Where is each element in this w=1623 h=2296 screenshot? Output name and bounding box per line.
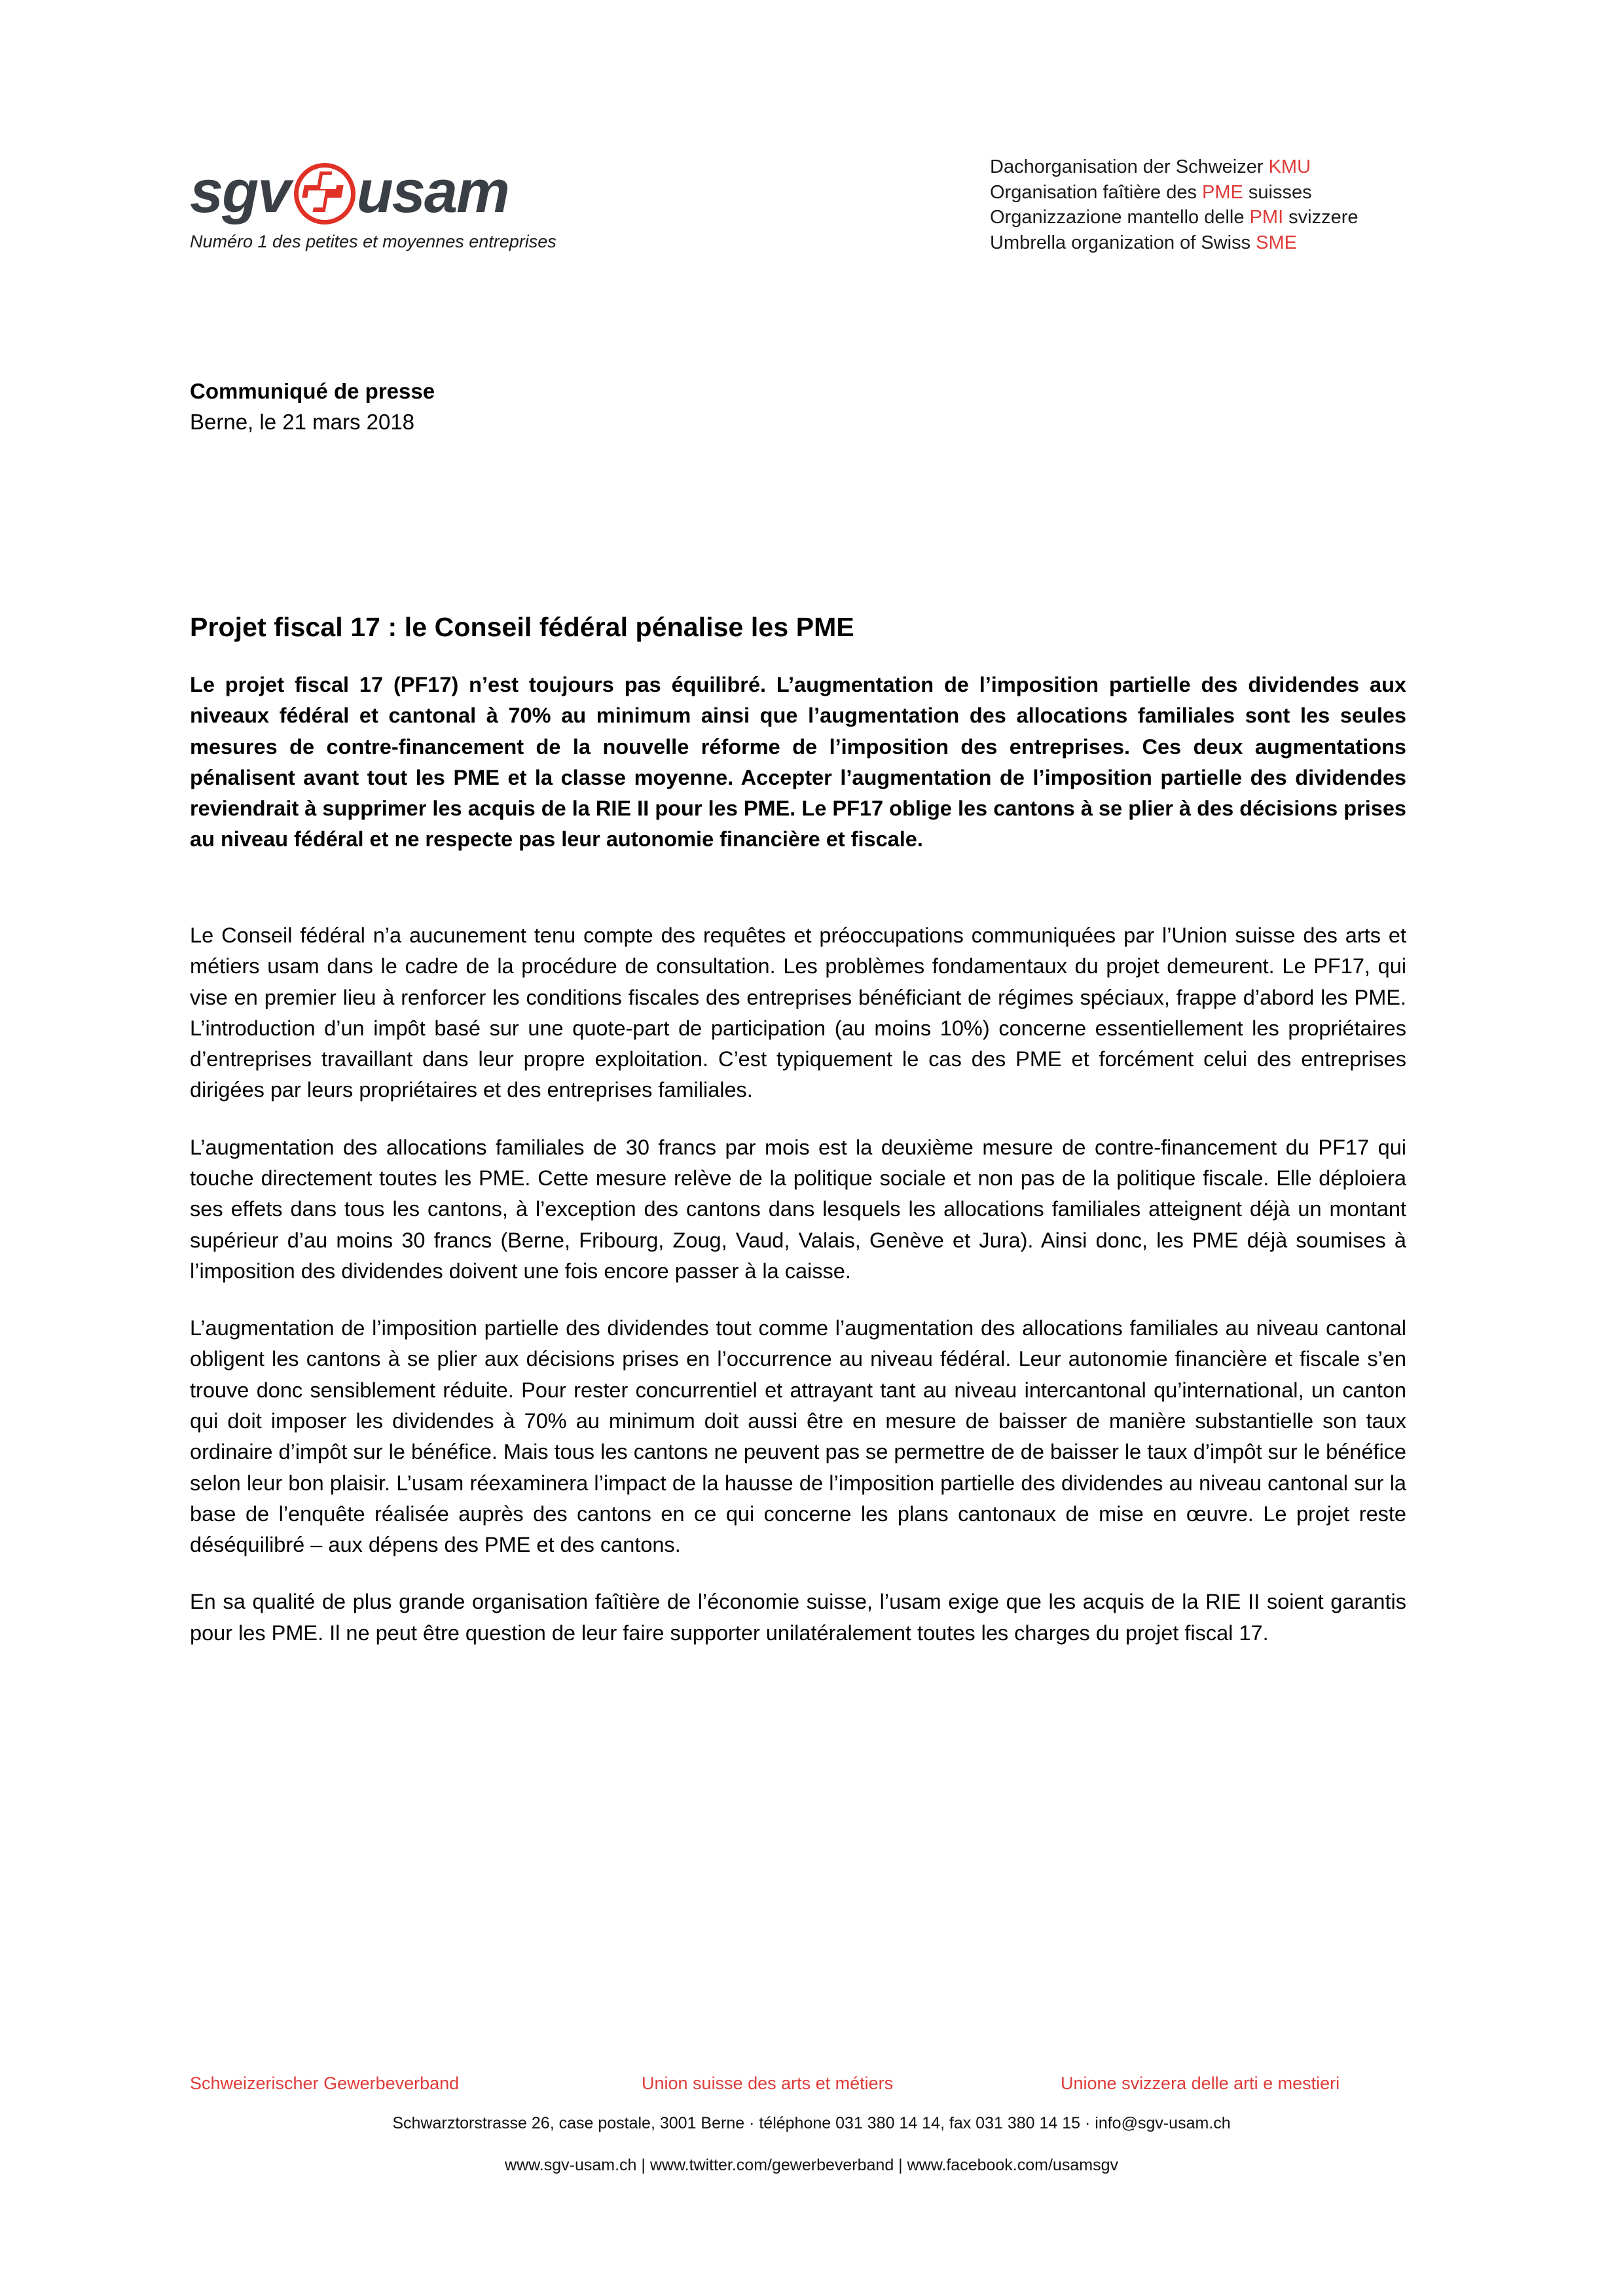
header-language-fr-accent: PME bbox=[1202, 181, 1243, 203]
release-kind: Communiqué de presse bbox=[190, 379, 435, 403]
footer-org-de: Schweizerischer Gewerbeverband bbox=[190, 2073, 460, 2093]
logo-wordmark-sgv: sgv bbox=[190, 158, 290, 225]
header-language-en-prefix: Umbrella organization of Swiss bbox=[990, 232, 1256, 253]
body-paragraph: L’augmentation de l’imposition partielle des dividendes tout comme l’augmentation des allocations familiales au niveau cantonal obligent les cantons à se plier aux décisions prises en l’occurrence au niveau fédéral. Leur autonomie financière et fiscale s’en trouve donc sensiblement réduite. Pour rester concurrentiel et attrayant tant au niveau intercantonal qu’international, un canton qui doit imposer les dividendes à 70% au minimum doit aussi être en mesure de baisser de manière substantielle son taux ordinaire d’impôt sur le bénéfice. Mais tous les cantons ne peuvent pas se permettre de de baisser le taux d’impôt sur le bénéfice selon leur bon plaisir. L’usam réexaminera l’impact de la hausse de l’imposition partielle des dividendes au niveau cantonal sur la base de l’enquête réalisée auprès des cantons en ce qui concerne les plans cantonaux de mise en œuvre. Le projet reste déséquilibré – aux dépens des PME et des cantons. bbox=[190, 1316, 1406, 1557]
header-language-de-prefix: Dachorganisation der Schweizer bbox=[990, 156, 1269, 177]
release-meta bbox=[190, 376, 435, 438]
sgv-usam-logo bbox=[190, 160, 609, 252]
logo-wordmark bbox=[190, 160, 609, 223]
header-language-en-accent: SME bbox=[1256, 232, 1298, 253]
emblem-notch-lower-left bbox=[305, 190, 325, 207]
footer-org-fr: Union suisse des arts et métiers bbox=[642, 2073, 894, 2093]
logo-wordmark-usam: usam bbox=[356, 158, 509, 225]
body-paragraph: En sa qualité de plus grande organisation faîtière de l’économie suisse, l’usam exige que les acquis de la RIE II soient garantis pour les PME. Il ne peut être question de leur faire supporter unilatéralement toutes les charges du projet fiscal 17. bbox=[190, 1590, 1406, 1645]
release-place-date: Berne, le 21 mars 2018 bbox=[190, 409, 415, 434]
header-language-de-accent: KMU bbox=[1268, 156, 1311, 177]
header-language-en bbox=[990, 230, 1359, 256]
header-language-it-accent: PMI bbox=[1249, 207, 1284, 228]
body-paragraphs bbox=[190, 920, 1406, 1649]
header-language-list bbox=[990, 154, 1359, 255]
body-paragraph: L’augmentation des allocations familiales de 30 francs par mois est la deuxième mesure de contre-financement du PF17 qui touche directement toutes les PME. Cette mesure relève de la politique sociale et non pas de la politique fiscale. Elle déploiera ses effets dans tous les cantons, à l’exception des cantons dans lesquels les allocations familiales atteignent déjà un montant supérieur d’au moins 30 francs (Berne, Fribourg, Zoug, Vaud, Valais, Genève et Jura). Ainsi donc, les PME déjà soumises à l’imposition des dividendes doivent une fois encore passer à la caisse. bbox=[190, 1135, 1406, 1283]
header-language-fr-suffix: suisses bbox=[1243, 181, 1312, 203]
emblem-notch-upper-right bbox=[320, 175, 338, 189]
header-language-fr bbox=[990, 180, 1359, 206]
footer-links-line[interactable]: www.sgv-usam.ch | www.twitter.com/gewerbeverband | www.facebook.com/usamsgv bbox=[505, 2156, 1118, 2175]
header-language-it-prefix: Organizzazione mantello delle bbox=[990, 207, 1250, 228]
header-language-it-suffix: svizzere bbox=[1283, 207, 1359, 228]
body-paragraph: Le Conseil fédéral n’a aucunement tenu compte des requêtes et préoccupations communiquées par l’Union suisse des arts et métiers usam dans le cadre de la procédure de consultation. Les problèmes fondamentaux du projet demeurent. Le PF17, qui vise en premier lieu à renforcer les conditions fiscales des entreprises bénéficiant de régimes spéciaux, frappe d’abord les PME. L’introduction d’un impôt basé sur une quote-part de participation (au moins 10%) concerne essentiellement les propriétaires d’entreprises travaillant dans leur propre exploitation. C’est typiquement le cas des PME et forcément celui des entreprises dirigées par leurs propriétaires et des entreprises familiales. bbox=[190, 924, 1406, 1102]
footer-address-line: Schwarztorstrasse 26, case postale, 3001 Berne · téléphone 031 380 14 14, fax 031 380 14 15 · info@sgv-usam.ch bbox=[392, 2113, 1231, 2132]
logo-tagline: Numéro 1 des petites et moyennes entreprises bbox=[190, 232, 556, 251]
lead-paragraph: Le projet fiscal 17 (PF17) n’est toujours pas équilibré. L’augmentation de l’imposition partielle des dividendes aux niveaux fédéral et cantonal à 70% au minimum ainsi que l’augmentation des allocations familiales sont les seules mesures de contre-financement de la nouvelle réforme de l’imposition des entreprises. Ces deux augmentations pénalisent avant tout les PME et la classe moyenne. Accepter l’augmentation de l’imposition partielle des dividendes reviendrait à supprimer les acquis de la RIE II pour les PME. Le PF17 oblige les cantons à se plier à des décisions prises au niveau fédéral et ne respecte pas leur autonomie financière et fiscale. bbox=[190, 673, 1406, 852]
page-title: Projet fiscal 17 : le Conseil fédéral pénalise les PME bbox=[190, 612, 854, 643]
footer-org-it: Unione svizzera delle arti e mestieri bbox=[1061, 2073, 1340, 2093]
footer-organization-names bbox=[190, 2073, 1440, 2094]
header-language-fr-prefix: Organisation faîtière des bbox=[990, 181, 1203, 203]
page-footer bbox=[0, 2073, 1623, 2179]
header-language-de bbox=[990, 154, 1359, 180]
page-header bbox=[0, 0, 1623, 281]
swiss-cross-circle-icon bbox=[293, 162, 353, 222]
header-language-it bbox=[990, 205, 1359, 230]
